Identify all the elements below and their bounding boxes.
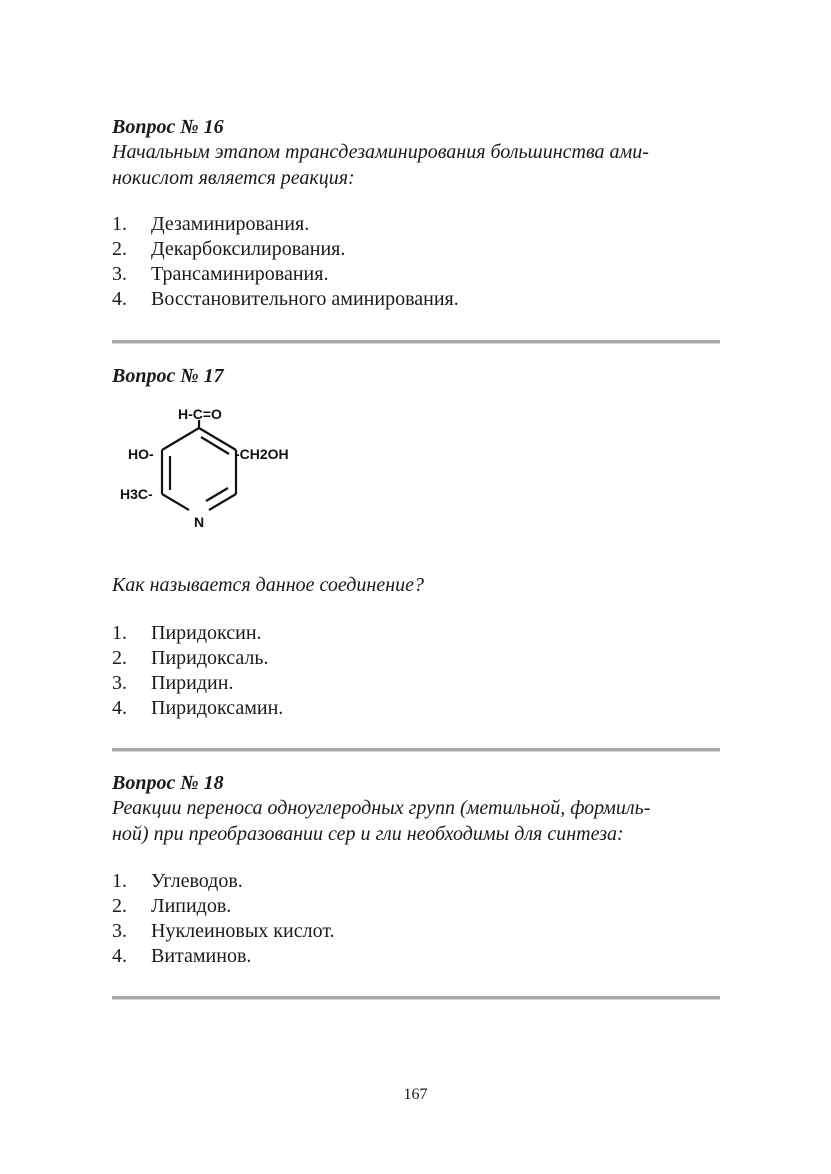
methyl-label: H3C- (120, 486, 153, 502)
option-label: Пиридоксаль. (151, 647, 269, 669)
option-label: Пиридин. (151, 672, 234, 694)
option-label: Углеводов. (151, 870, 243, 892)
benzene-ring (162, 420, 236, 510)
option-number: 4. (112, 945, 127, 967)
option-item (112, 212, 459, 237)
question-17-options (112, 621, 283, 721)
option-number: 4. (112, 697, 127, 719)
option-item (112, 671, 283, 696)
double-bond (206, 488, 228, 501)
question-17-text-line: Как называется данное соединение? (112, 574, 424, 596)
option-label: Декарбоксилирования. (151, 238, 346, 260)
question-17-text (112, 572, 720, 598)
nitrogen-label: N (194, 514, 205, 530)
hydroxymethyl-label: -CH2OH (235, 446, 289, 462)
question-18-text-line: Реакции переноса одноуглеродных групп (метильной, формиль- (112, 797, 651, 819)
question-16-text (112, 139, 720, 191)
option-item (112, 696, 283, 721)
question-18-title: Вопрос № 18 (112, 772, 224, 794)
section-divider (112, 996, 720, 1000)
option-number: 3. (112, 672, 127, 694)
ring-bond (162, 428, 199, 450)
option-item (112, 262, 459, 287)
question-16-title: Вопрос № 16 (112, 116, 224, 138)
option-number: 3. (112, 263, 127, 285)
option-label: Витаминов. (151, 945, 252, 967)
option-item (112, 621, 283, 646)
section-divider (112, 340, 720, 344)
question-16-options (112, 212, 459, 312)
option-number: 2. (112, 647, 127, 669)
option-item (112, 287, 459, 312)
option-label: Пиридоксамин. (151, 697, 284, 719)
option-number: 1. (112, 213, 127, 235)
option-label: Липидов. (151, 895, 232, 917)
option-number: 2. (112, 238, 127, 260)
option-item (112, 237, 459, 262)
option-number: 1. (112, 870, 127, 892)
option-label: Нуклеиновых кислот. (151, 920, 335, 942)
option-item (112, 944, 335, 969)
question-18-text-line: ной) при преобразовании сер и гли необходимы для синтеза: (112, 823, 624, 845)
pyridoxal-structure (116, 400, 316, 540)
ring-bond (162, 494, 189, 510)
option-label: Дезаминирования. (151, 213, 310, 235)
option-item (112, 919, 335, 944)
question-18-text (112, 795, 720, 847)
page-number: 167 (403, 1086, 428, 1103)
question-18-options (112, 869, 335, 969)
question-17-title: Вопрос № 17 (112, 365, 224, 387)
option-label: Восстановительного аминирования. (151, 288, 459, 310)
question-16-text-line: Начальным этапом трансдезаминирования большинства ами- (112, 141, 649, 163)
option-label: Пиридоксин. (151, 622, 262, 644)
option-number: 2. (112, 895, 127, 917)
option-number: 4. (112, 288, 127, 310)
aldehyde-label: H-C=O (178, 406, 222, 422)
section-divider (112, 748, 720, 752)
double-bond (201, 437, 229, 454)
option-item (112, 869, 335, 894)
question-16-text-line: нокислот является реакция: (112, 167, 355, 189)
option-number: 1. (112, 622, 127, 644)
option-item (112, 894, 335, 919)
hydroxyl-label: HO- (128, 446, 154, 462)
option-item (112, 646, 283, 671)
option-number: 3. (112, 920, 127, 942)
option-label: Трансаминирования. (151, 263, 329, 285)
